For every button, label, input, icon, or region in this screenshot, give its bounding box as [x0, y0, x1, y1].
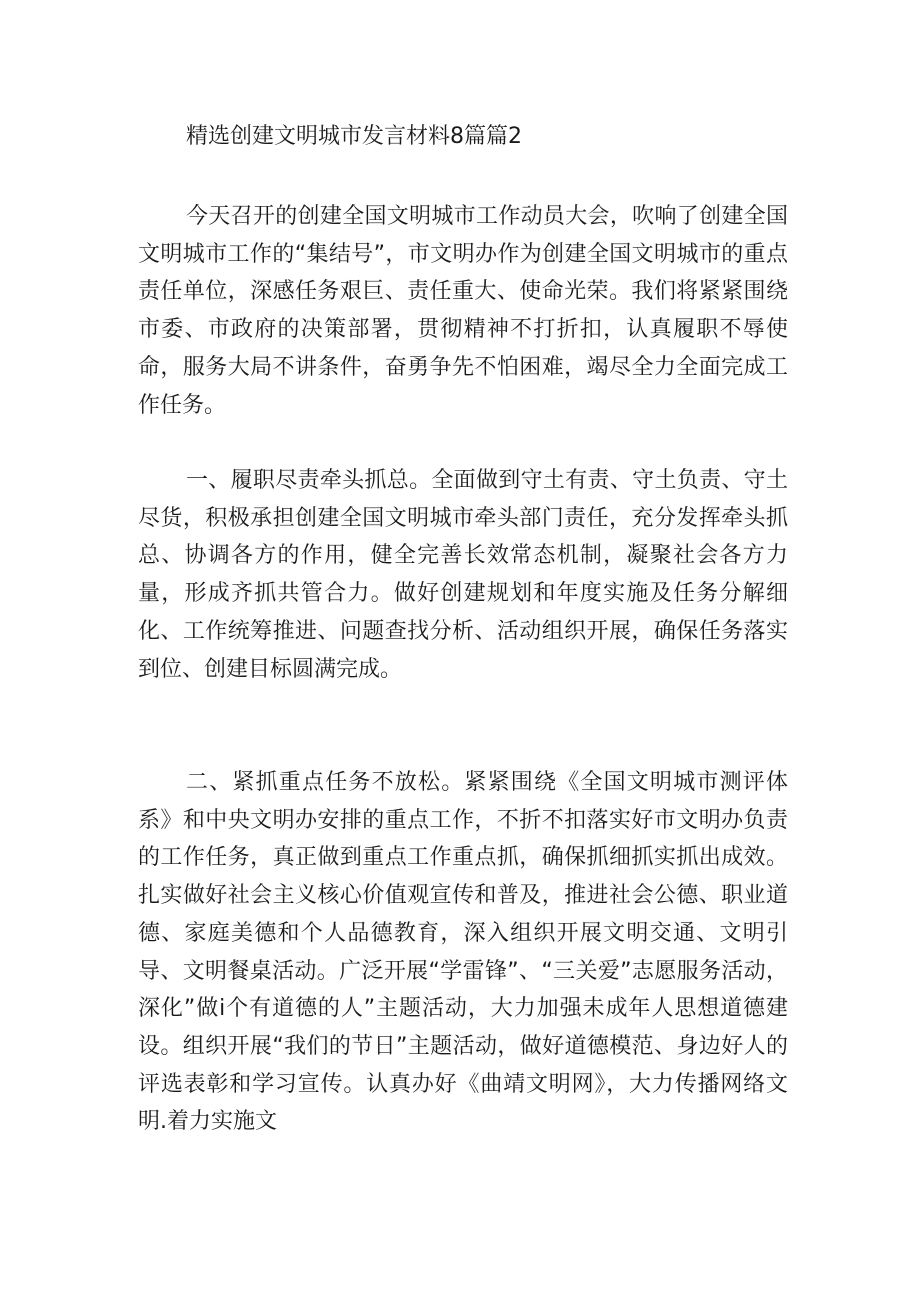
paragraph-section-two: 二、紧抓重点任务不放松。紧紧围绕《全国文明城市测评体系》和中央文明办安排的重点工作，不折不扣落实好市文明办负责的工作任务，真正做到重点工作重点抓，确保抓细抓实抓出成效。扎实做好社会主义核心价值观宣传和普及，推进社会公德、职业道德、家庭美德和个人品德教育，深入组织开展文明交通、文明引导、文明餐桌活动。广泛开展“学雷锋”、“三关爱”志愿服务活动，深化”做i个有道德的人”主题活动，大力加强未成年人思想道德建设。组织开展“我们的节日”主题活动，做好道德模范、身边好人的评选表彰和学习宣传。认真办好《曲靖文明网》，大力传播网络文明.着力实施文	[138, 770, 788, 1135]
paragraph-intro: 今天召开的创建全国文明城市工作动员大会，吹响了创建全国文明城市工作的“集结号”，市文明办作为创建全国文明城市的重点责任单位，深感任务艰巨、责任重大、使命光荣。我们将紧紧围绕市委、市政府的决策部署，贯彻精神不打折扣，认真履职不辱使命，服务大局不讲条件，奋勇争先不怕困难，竭尽全力全面完成工作任务。	[138, 204, 788, 418]
document-title: 精选创建文明城市发言材料8篇篇2	[186, 124, 522, 149]
paragraph-section-one: 一、履职尽责牵头抓总。全面做到守土有责、守土负责、守土尽货，积极承担创建全国文明城市牵头部门责任，充分发挥牵头抓总、协调各方的作用，健全完善长效常态机制，凝聚社会各方力量，形成齐抓共管合力。做好创建规划和年度实施及任务分解细化、工作统筹推进、问题查找分析、活动组织开展，确保任务落实到位、创建目标圆满完成。	[138, 468, 788, 682]
